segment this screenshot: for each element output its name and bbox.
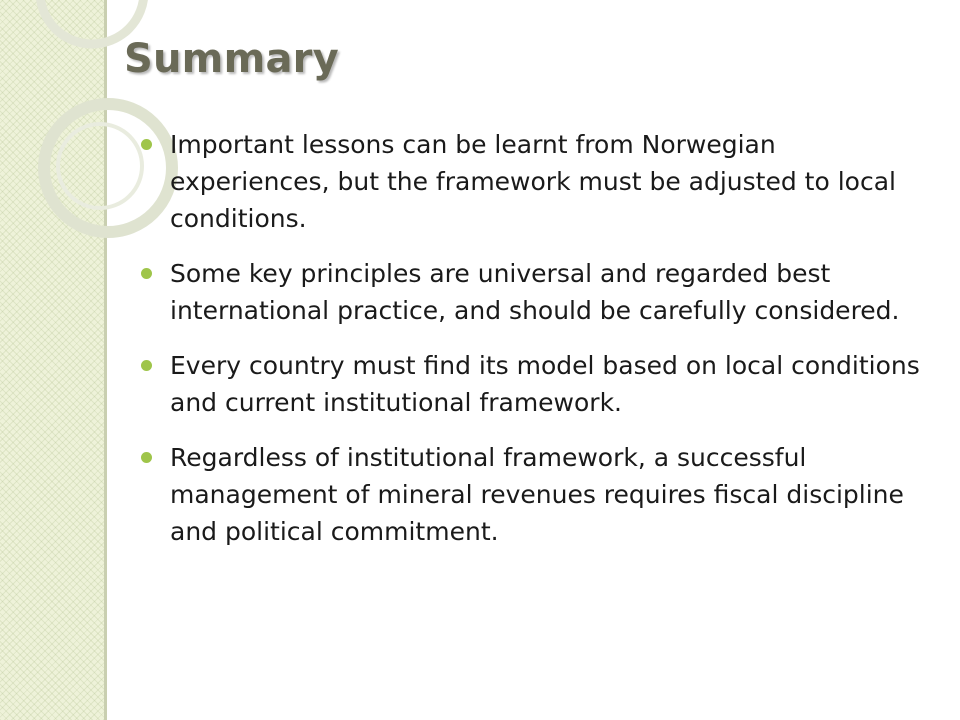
bullet-marker-icon: [141, 452, 152, 463]
slide-title: Summary: [124, 36, 339, 82]
bullet-text: Regardless of institutional framework, a successful management of mineral revenues requires fiscal discipline and political commitment.: [170, 443, 904, 546]
bullet-list: [140, 126, 920, 568]
decorative-side-band: [0, 0, 104, 720]
side-band-divider: [104, 0, 107, 720]
bullet-text: Important lessons can be learnt from Norwegian experiences, but the framework must be adjusted to local conditions.: [170, 130, 896, 233]
bullet-item: [140, 255, 920, 329]
bullet-marker-icon: [141, 268, 152, 279]
bullet-marker-icon: [141, 139, 152, 150]
bullet-item: [140, 126, 920, 237]
bullet-item: [140, 347, 920, 421]
bullet-item: [140, 439, 920, 550]
bullet-text: Every country must find its model based on local conditions and current institutional framework.: [170, 351, 920, 417]
bullet-marker-icon: [141, 360, 152, 371]
bullet-text: Some key principles are universal and regarded best international practice, and should be carefully considered.: [170, 259, 900, 325]
